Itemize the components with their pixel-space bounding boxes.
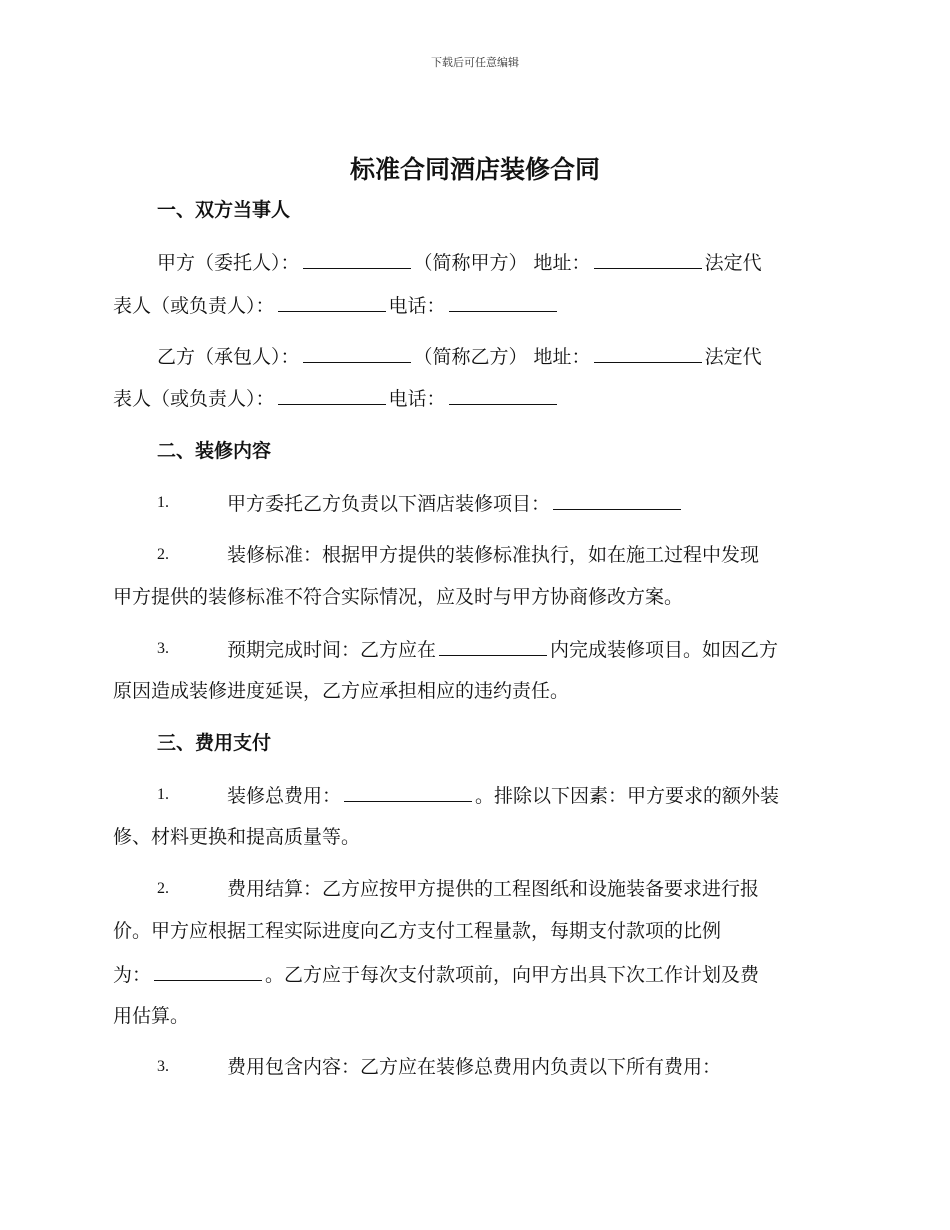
s2-item-3-text-b: 内完成装修项目。如因乙方 [550,639,779,661]
party-b-rep-label: 表人（或负责人）： [113,388,275,410]
s2-item-1-blank [553,491,681,510]
s2-item-2-number: 2. [157,546,169,563]
s2-item-3-line-1 [227,637,778,662]
s3-item-1-blank [344,783,472,802]
s3-item-2-line-4: 用估算。 [113,1005,190,1027]
s2-item-2-line-1: 装修标准：根据甲方提供的装修标准执行，如在施工过程中发现 [227,544,760,566]
party-b-rep-blank [278,386,386,405]
party-b-line-2 [113,386,560,411]
header-note: 下载后可任意编辑 [431,56,519,69]
party-b-line-1 [157,344,762,369]
s3-item-2-line-2: 价。甲方应根据工程实际进度向乙方支付工程量款，每期支付款项的比例 [113,920,722,942]
party-a-address-blank [594,250,702,269]
party-a-phone-label: 电话： [388,295,446,317]
s3-item-2-text-a: 为： [113,964,152,986]
section-3-heading: 三、费用支付 [157,732,272,754]
party-b-phone-blank [449,386,557,405]
party-a-rep-label-start: 法定代 [704,252,762,274]
party-b-abbr-address-label: （简称乙方） 地址： [413,346,591,368]
party-b-label: 乙方（承包人）： [157,346,300,368]
s3-item-2-line-1: 费用结算：乙方应按甲方提供的工程图纸和设施装备要求进行报 [227,878,760,900]
s3-item-2-line-3 [113,962,759,987]
s3-item-1-text-a: 装修总费用： [227,785,342,807]
party-b-address-blank [594,344,702,363]
party-a-phone-blank [449,293,557,312]
s3-item-3-line-1: 费用包含内容：乙方应在装修总费用内负责以下所有费用： [227,1056,722,1078]
s3-item-2-number: 2. [157,880,169,897]
party-b-phone-label: 电话： [388,388,446,410]
party-a-rep-label: 表人（或负责人）： [113,295,275,317]
s2-item-3-line-2: 原因造成装修进度延误，乙方应承担相应的违约责任。 [113,680,570,702]
party-a-name-blank [303,250,411,269]
s2-item-3-text-a: 预期完成时间：乙方应在 [227,639,437,661]
party-a-label: 甲方（委托人）： [157,252,300,274]
s3-item-1-text-b: 。排除以下因素：甲方要求的额外装 [475,785,780,807]
s2-item-1-text: 甲方委托乙方负责以下酒店装修项目： [227,493,551,515]
section-1-heading: 一、双方当事人 [157,199,291,221]
s2-item-1-line-1 [227,491,684,516]
s2-item-3-number: 3. [157,640,169,657]
s3-item-2-blank [154,962,262,981]
s2-item-2-line-2: 甲方提供的装修标准不符合实际情况，应及时与甲方协商修改方案。 [113,586,684,608]
party-a-line-2 [113,293,560,318]
party-b-name-blank [303,344,411,363]
s3-item-1-line-1 [227,783,779,808]
party-a-abbr-address-label: （简称甲方） 地址： [413,252,591,274]
s3-item-2-text-b: 。乙方应于每次支付款项前，向甲方出具下次工作计划及费 [265,964,760,986]
party-b-rep-label-start: 法定代 [704,346,762,368]
document-title: 标准合同酒店装修合同 [349,155,600,184]
s2-item-1-number: 1. [157,494,169,511]
s3-item-1-line-2: 修、材料更换和提高质量等。 [113,826,361,848]
section-2-heading: 二、装修内容 [157,440,272,462]
s3-item-3-number: 3. [157,1058,169,1075]
s2-item-3-blank [439,637,547,656]
s3-item-1-number: 1. [157,786,169,803]
party-a-rep-blank [278,293,386,312]
party-a-line-1 [157,250,762,275]
